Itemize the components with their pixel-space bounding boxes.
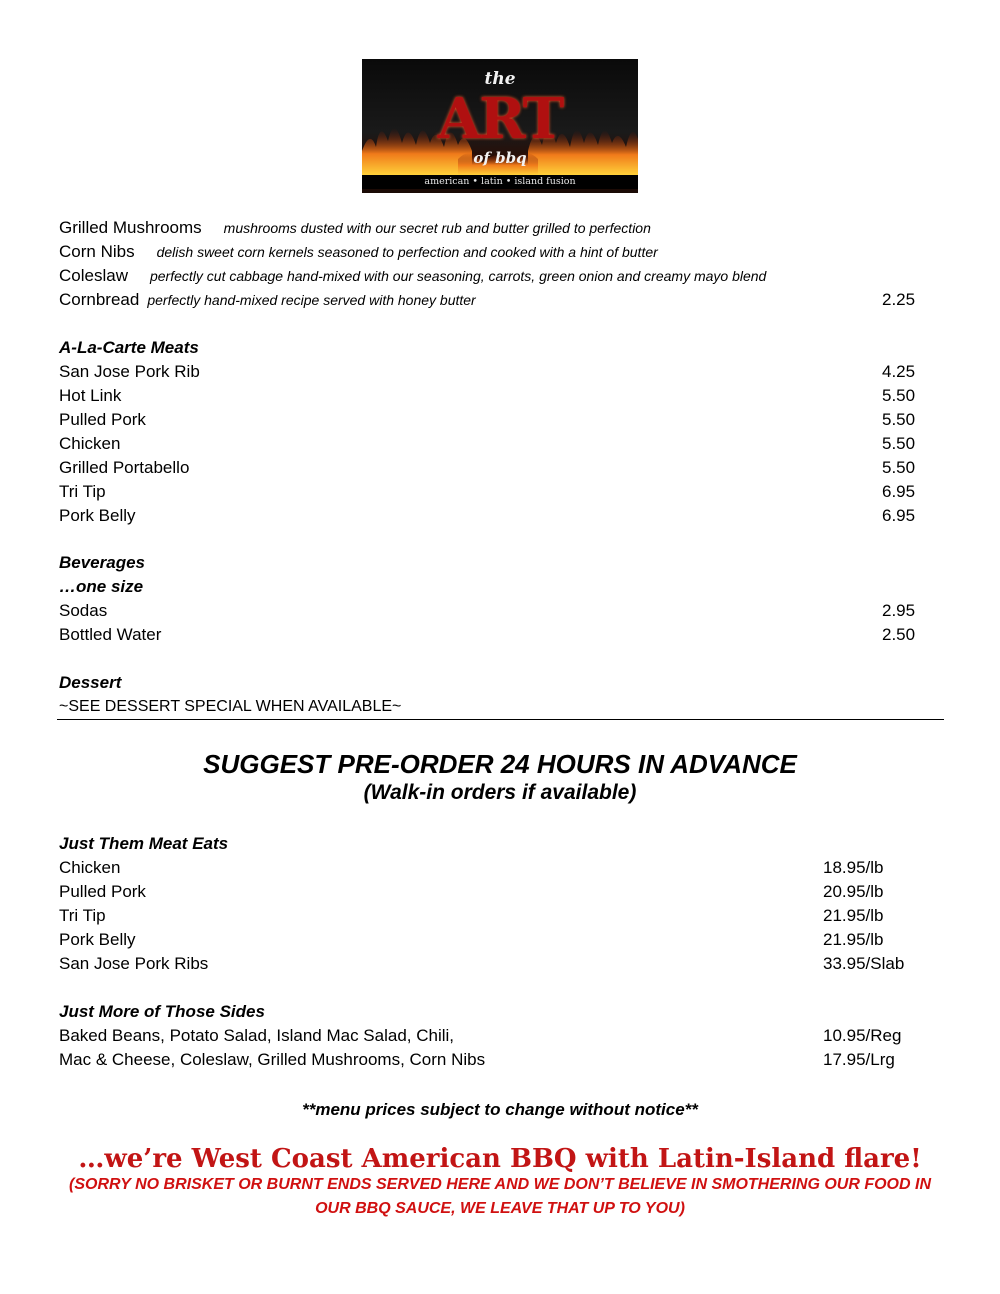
menu-item-name: Pulled Pork bbox=[59, 410, 146, 429]
menu-item-name: Sodas bbox=[59, 601, 108, 620]
logo-of-bbq: of bbq bbox=[473, 149, 527, 167]
preorder-subtitle: (Walk-in orders if available) bbox=[363, 781, 637, 804]
section-subheading-one-size: …one size bbox=[59, 577, 144, 596]
menu-item-name: Pork Belly bbox=[59, 930, 136, 949]
menu-item-price: 21.95/lb bbox=[823, 930, 884, 949]
section-heading-meat-eats: Just Them Meat Eats bbox=[59, 834, 229, 853]
menu-item-price: 6.95 bbox=[882, 482, 916, 501]
menu-item-price: 4.25 bbox=[882, 362, 916, 381]
menu-item-price: 2.50 bbox=[882, 625, 916, 644]
menu-item-name: Chicken bbox=[59, 858, 121, 877]
side-item bbox=[59, 241, 658, 263]
menu-item-price: 5.50 bbox=[882, 458, 916, 477]
sides-price: 2.25 bbox=[882, 290, 916, 309]
menu-item-price: 20.95/lb bbox=[823, 882, 884, 901]
menu-item-name: Bottled Water bbox=[59, 625, 162, 644]
side-item bbox=[59, 217, 651, 239]
disclaimer-line-1: (SORRY NO BRISKET OR BURNT ENDS SERVED HERE AND WE DON’T BELIEVE IN SMOTHERING OUR FOOD IN bbox=[69, 1176, 931, 1193]
side-name: Corn Nibs bbox=[59, 242, 135, 261]
menu-item-price: 18.95/lb bbox=[823, 858, 884, 877]
menu-item-price: 2.95 bbox=[882, 601, 916, 620]
menu-item-price: 5.50 bbox=[882, 434, 916, 453]
dessert-note: ~SEE DESSERT SPECIAL WHEN AVAILABLE~ bbox=[59, 698, 402, 715]
menu-item-name: San Jose Pork Ribs bbox=[59, 954, 209, 973]
menu-item-name: San Jose Pork Rib bbox=[59, 362, 200, 381]
menu-item-price: 6.95 bbox=[882, 506, 916, 525]
menu-item-name: Tri Tip bbox=[59, 482, 106, 501]
brand-tagline: …we’re West Coast American BBQ with Latin-Island flare! bbox=[78, 1144, 922, 1174]
menu-item-price: 5.50 bbox=[882, 410, 916, 429]
side-name: Grilled Mushrooms bbox=[59, 218, 202, 237]
price-notice: **menu prices subject to change without notice** bbox=[302, 1100, 698, 1119]
menu-item-price: 17.95/Lrg bbox=[823, 1050, 895, 1069]
section-heading-dessert: Dessert bbox=[59, 673, 122, 692]
side-description: mushrooms dusted with our secret rub and butter grilled to perfection bbox=[223, 220, 651, 236]
section-heading-a-la-carte: A-La-Carte Meats bbox=[59, 338, 199, 357]
menu-item-price: 5.50 bbox=[882, 386, 916, 405]
menu-item-name: Tri Tip bbox=[59, 906, 106, 925]
side-description: perfectly cut cabbage hand-mixed with our seasoning, carrots, green onion and creamy mayo blend bbox=[149, 268, 767, 284]
disclaimer-line-2: OUR BBQ SAUCE, WE LEAVE THAT UP TO YOU) bbox=[315, 1200, 685, 1217]
menu-item-name: Pulled Pork bbox=[59, 882, 146, 901]
section-heading-beverages: Beverages bbox=[59, 553, 146, 572]
logo-art: ART bbox=[437, 86, 563, 152]
menu-item-name: Baked Beans, Potato Salad, Island Mac Salad, Chili, bbox=[59, 1026, 455, 1045]
section-divider bbox=[57, 719, 944, 720]
logo-the: the bbox=[484, 69, 516, 89]
side-item bbox=[59, 265, 766, 287]
restaurant-logo bbox=[362, 59, 638, 193]
logo-tagline: american • latin • island fusion bbox=[362, 175, 638, 189]
side-item bbox=[59, 289, 476, 311]
side-description: perfectly hand-mixed recipe served with honey butter bbox=[147, 292, 476, 308]
menu-item-name: Hot Link bbox=[59, 386, 122, 405]
side-description: delish sweet corn kernels seasoned to perfection and cooked with a hint of butter bbox=[156, 244, 658, 260]
menu-item-name: Grilled Portabello bbox=[59, 458, 190, 477]
side-name: Coleslaw bbox=[59, 266, 128, 285]
menu-item-name: Mac & Cheese, Coleslaw, Grilled Mushrooms, Corn Nibs bbox=[59, 1050, 486, 1069]
preorder-title: SUGGEST PRE-ORDER 24 HOURS IN ADVANCE bbox=[203, 749, 797, 779]
menu-item-price: 33.95/Slab bbox=[823, 954, 905, 973]
section-heading-more-sides: Just More of Those Sides bbox=[59, 1002, 265, 1021]
side-name: Cornbread bbox=[59, 290, 140, 309]
menu-item-name: Chicken bbox=[59, 434, 121, 453]
menu-item-name: Pork Belly bbox=[59, 506, 136, 525]
menu-item-price: 10.95/Reg bbox=[823, 1026, 902, 1045]
menu-item-price: 21.95/lb bbox=[823, 906, 884, 925]
